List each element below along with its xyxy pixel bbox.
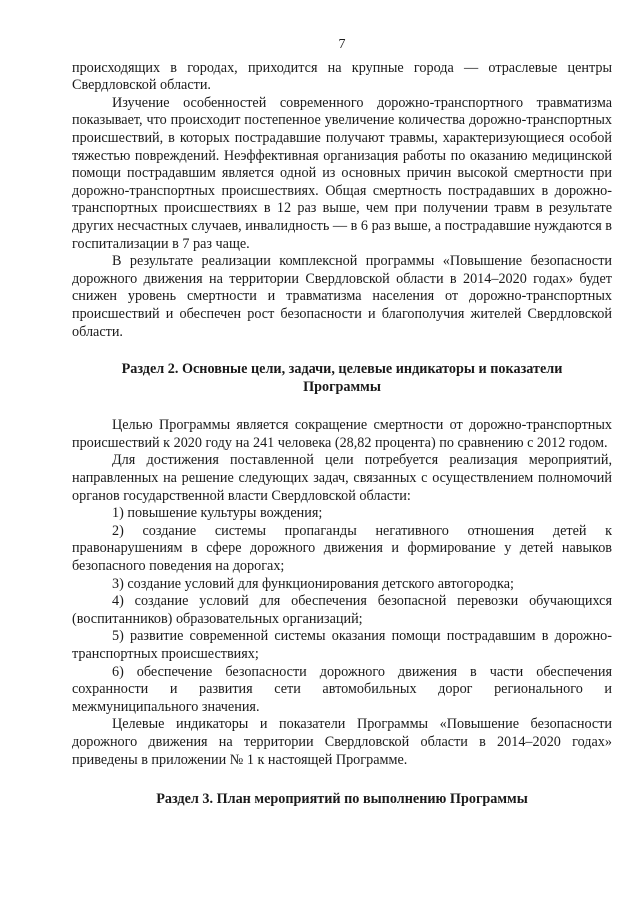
- paragraph-goal: Целью Программы является сокращение смертности от дорожно-транспортных происшествий к 2020 году на 241 человека (28,82 процента) по сравнению с 2012 годом.: [72, 417, 612, 451]
- page-number: 7: [338, 37, 346, 52]
- section-2-heading: [72, 361, 612, 396]
- paragraph-indicators: Целевые индикаторы и показатели Программы «Повышение безопасности дорожного движения на территории Свердловской области в 2014–2020 годах» приведены в приложении № 1 к настоящей Программе.: [72, 716, 612, 768]
- paragraph-injury-study: Изучение особенностей современного дорожно-транспортного травматизма показывает, что происходит постепенное увеличение количества дорожно-транспортных происшествий, в которых пострадавшие получают травмы, характеризующиеся особой тяжестью повреждений. Неэффективная организация работы по оказанию медицинской помощи пострадавшим является одной из основных причин высокой смертности при дорожно-транспортных происшествиях. Общая смертность пострадавших в дорожно-транспортных происшествиях в 12 раз выше, чем при получении травм в результате других несчастных случаев, инвалидность — в 6 раз выше, а пострадавшие нуждаются в госпитализации в 7 раз чаще.: [72, 94, 612, 252]
- section-2-heading-line1: Раздел 2. Основные цели, задачи, целевые индикаторы и показатели: [121, 361, 563, 378]
- task-item-4: 4) создание условий для обеспечения безопасной перевозки обучающихся (воспитанников) образовательных организаций;: [72, 593, 612, 627]
- task-item-1: 1) повышение культуры вождения;: [112, 505, 323, 522]
- task-item-5: 5) развитие современной системы оказания помощи пострадавшим в дорожно-транспортных происшествиях;: [72, 628, 612, 662]
- task-item-6: 6) обеспечение безопасности дорожного движения в части обеспечения сохранности и развития сети автомобильных дорог регионального и межмуниципального значения.: [72, 663, 612, 715]
- section-3-heading: Раздел 3. План мероприятий по выполнению Программы: [156, 791, 528, 808]
- task-item-2: 2) создание системы пропаганды негативного отношения детей к правонарушениям в сфере дорожного движения и формирование у детей навыков безопасного поведения на дорогах;: [72, 522, 612, 575]
- document-page: [72, 36, 612, 809]
- section-2-heading-line2: Программы: [303, 378, 381, 395]
- paragraph-tasks-intro: Для достижения поставленной цели потребуется реализация мероприятий, направленных на решение следующих задач, связанных с осуществлением полномочий органов государственной власти Свердловской области:: [72, 452, 612, 504]
- paragraph-program-result: В результате реализации комплексной программы «Повышение безопасности дорожного движения на территории Свердловской области в 2014–2020 годах» будет снижен уровень смертности и травматизма населения от дорожно-транспортных происшествий и обеспечен рост безопасности и благополучия жителей Свердловской области.: [72, 253, 612, 340]
- paragraph-continuation: происходящих в городах, приходится на крупные города — отраслевые центры Свердловской области.: [72, 59, 612, 94]
- task-item-3: 3) создание условий для функционирования детского автогородка;: [112, 575, 514, 592]
